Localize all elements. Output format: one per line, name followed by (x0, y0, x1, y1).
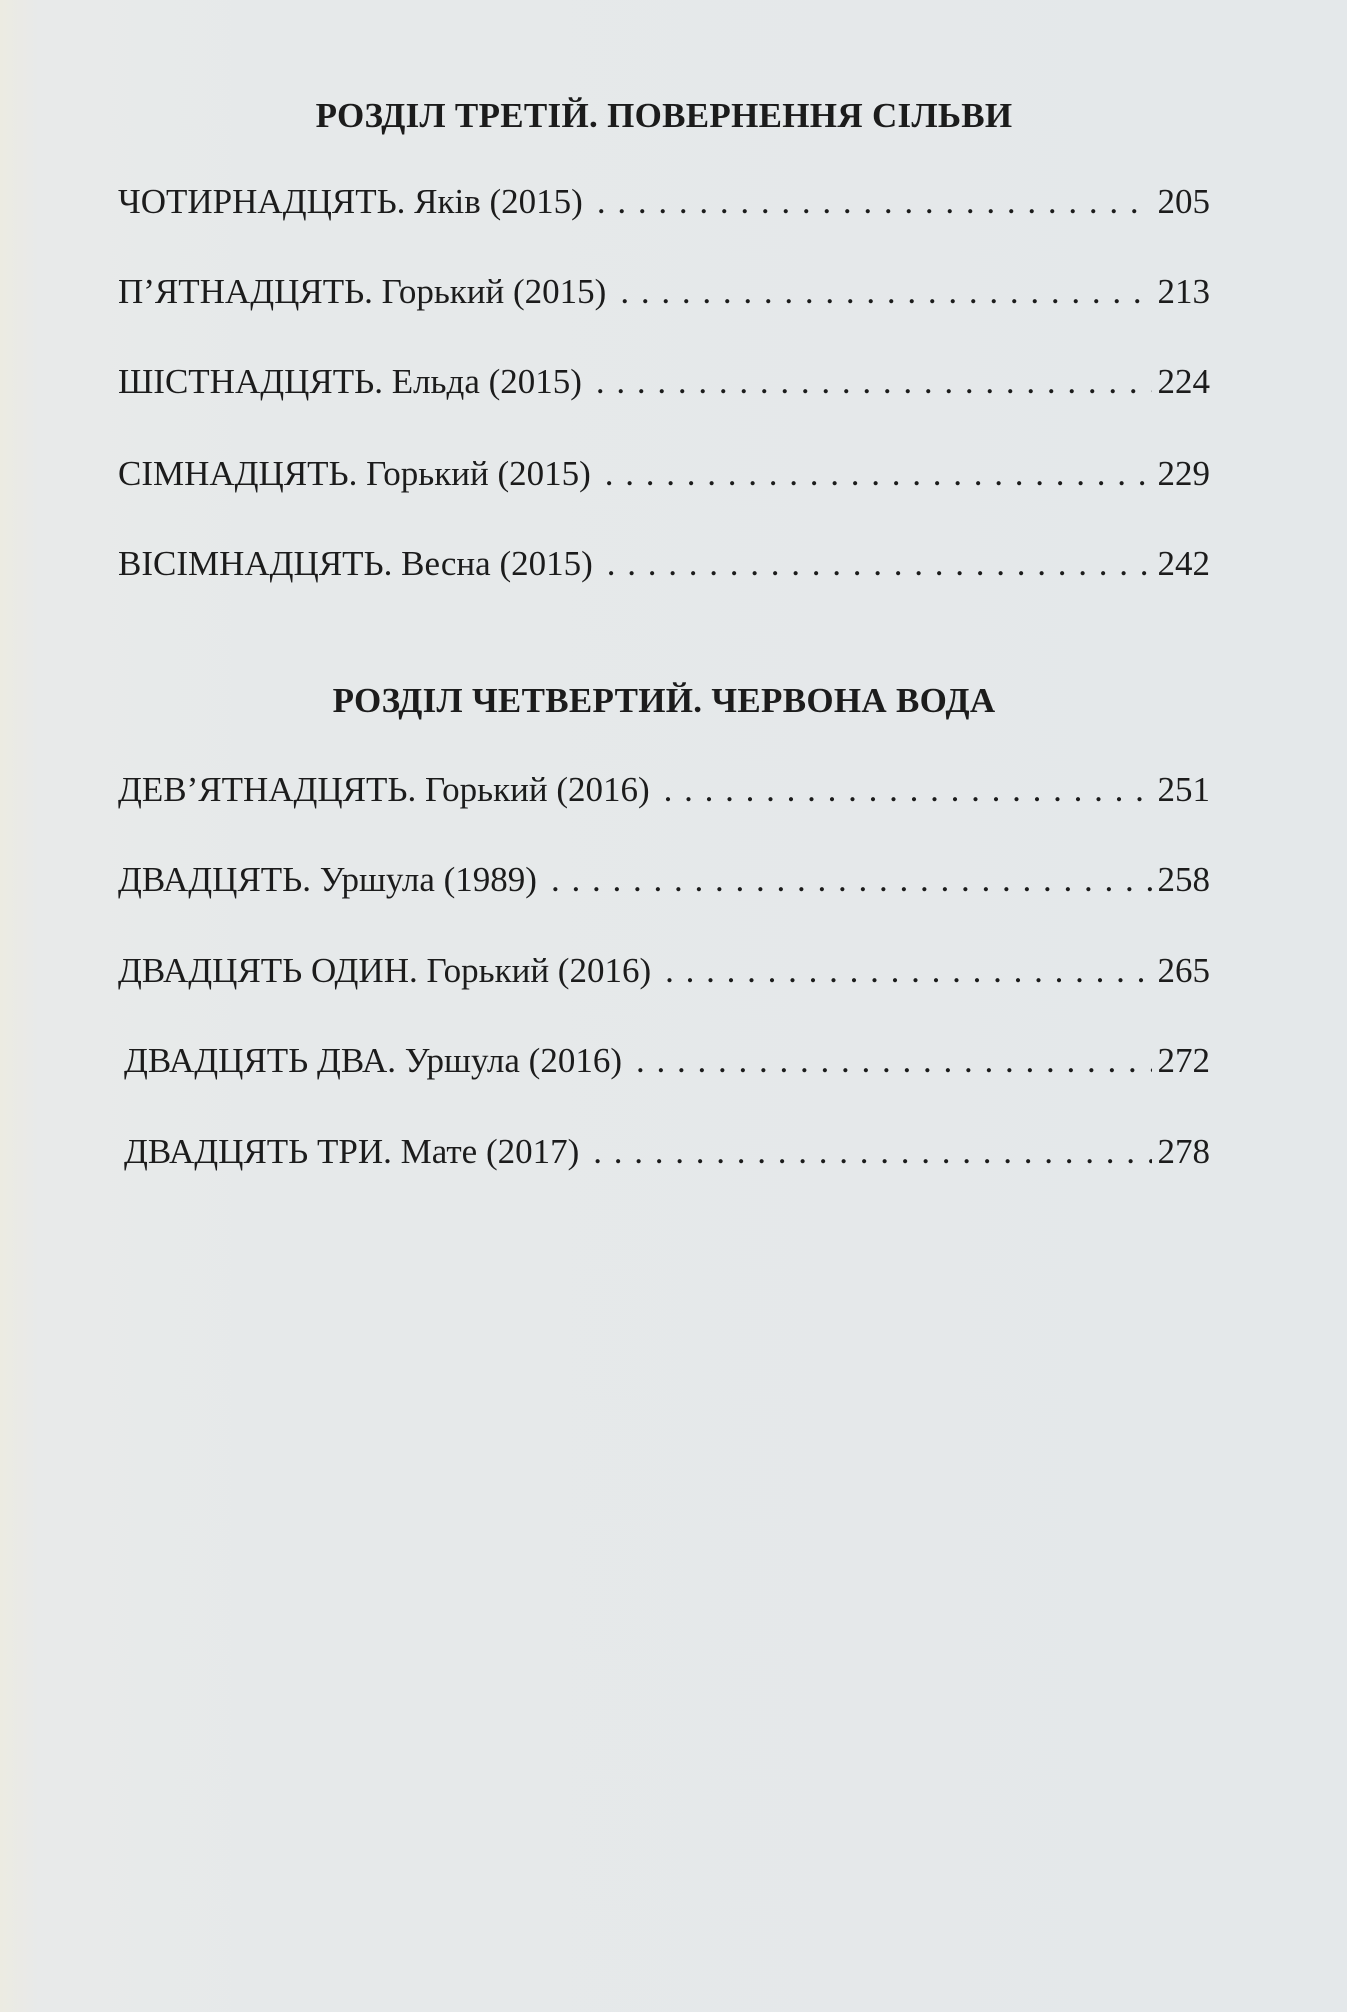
entry-title: ЧОТИРНАДЦЯТЬ. Яків (2015) (118, 182, 583, 221)
toc-entry (118, 544, 1210, 584)
entry-page: 251 (1157, 770, 1210, 809)
toc-entry (118, 860, 1210, 900)
dot-leader (607, 544, 1152, 584)
toc-entry (118, 362, 1210, 402)
toc-entry (118, 770, 1210, 810)
toc-entry (118, 272, 1210, 312)
entry-page: 205 (1157, 182, 1210, 221)
dot-leader (597, 182, 1152, 222)
entry-title: ВІСІМНАДЦЯТЬ. Весна (2015) (118, 544, 593, 583)
toc-entry (118, 182, 1210, 222)
toc-entry (124, 1132, 1210, 1172)
dot-leader (551, 860, 1152, 900)
entry-title: ДЕВ’ЯТНАДЦЯТЬ. Горький (2016) (118, 770, 650, 809)
entry-title: ДВАДЦЯТЬ ОДИН. Горький (2016) (118, 951, 652, 990)
section-heading: РОЗДІЛ ЧЕТВЕРТИЙ. ЧЕРВОНА ВОДА (332, 681, 996, 720)
section-heading: РОЗДІЛ ТРЕТІЙ. ПОВЕРНЕННЯ СІЛЬВИ (315, 96, 1013, 135)
dot-leader (605, 454, 1152, 494)
dot-leader (664, 770, 1152, 810)
entry-title: П’ЯТНАДЦЯТЬ. Горький (2015) (118, 272, 607, 311)
dot-leader (636, 1041, 1152, 1081)
entry-title: ШІСТНАДЦЯТЬ. Ельда (2015) (118, 362, 582, 401)
dot-leader (596, 362, 1152, 402)
entry-page: 278 (1157, 1132, 1210, 1171)
dot-leader (620, 272, 1151, 312)
toc-entry (124, 1041, 1210, 1081)
entry-page: 213 (1157, 272, 1210, 311)
entry-page: 242 (1157, 544, 1210, 583)
entry-page: 224 (1157, 362, 1210, 401)
entry-title: ДВАДЦЯТЬ. Уршула (1989) (118, 860, 537, 899)
entry-title: ДВАДЦЯТЬ ДВА. Уршула (2016) (124, 1041, 622, 1080)
dot-leader (593, 1132, 1151, 1172)
toc-entry (118, 951, 1210, 991)
entry-page: 272 (1157, 1041, 1210, 1080)
dot-leader (665, 951, 1151, 991)
entry-title: ДВАДЦЯТЬ ТРИ. Мате (2017) (124, 1132, 580, 1171)
entry-page: 265 (1157, 951, 1210, 990)
entry-title: СІМНАДЦЯТЬ. Горький (2015) (118, 454, 591, 493)
toc-entry (118, 454, 1210, 494)
entry-page: 229 (1157, 454, 1210, 493)
entry-page: 258 (1157, 860, 1210, 899)
